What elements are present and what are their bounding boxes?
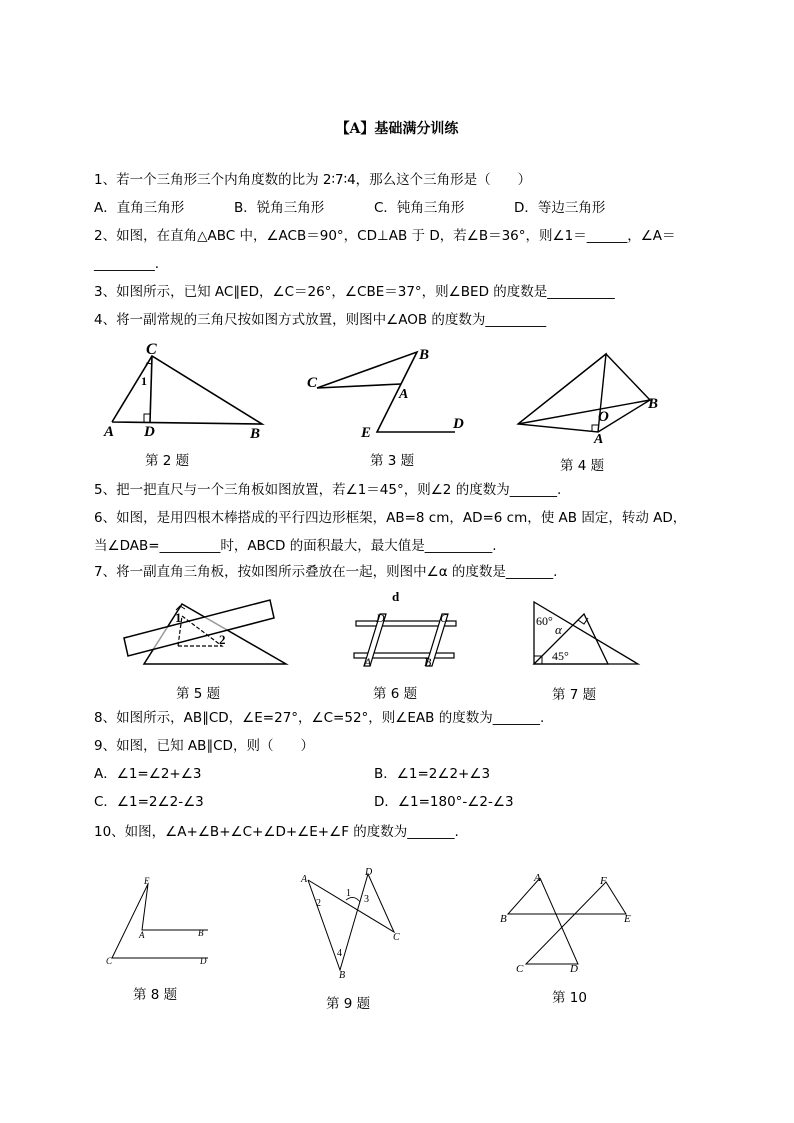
fig9-label-b: B [339, 970, 346, 981]
fig4-triangle-2 [518, 354, 606, 432]
fig4-label-b: B [648, 396, 659, 412]
figure-9 [296, 864, 411, 982]
figure-2 [100, 342, 280, 442]
question-7: 7、将一副直角三角板，按如图所示叠放在一起，则图中∠α 的度数是_______. [94, 564, 558, 580]
caption-figure-2: 第 2 题 [145, 453, 190, 469]
question-9-option-c: C．∠1=2∠2-∠3 [94, 794, 204, 810]
fig9-label-2: 2 [316, 898, 321, 909]
question-1-option-b: B．锐角三角形 [234, 200, 325, 216]
fig10-label-a: A [534, 872, 541, 884]
fig3-lines [317, 352, 455, 432]
question-1-stem: 1、若一个三角形三个内角度数的比为 2∶7∶4，那么这个三角形是（ ） [94, 172, 532, 188]
question-10: 10、如图，∠A+∠B+∠C+∠D+∠E+∠F 的度数为_______. [94, 824, 459, 840]
caption-figure-7: 第 7 题 [552, 687, 597, 703]
fig2-label-d: D [144, 424, 155, 440]
fig5-label-2: 2 [219, 632, 226, 647]
figure-6 [350, 590, 460, 675]
question-2-line-1: 2、如图，在直角△ABC 中，∠ACB＝90°，CD⊥AB 于 D，若∠B＝36°，则∠1＝______，∠A＝ [94, 228, 676, 244]
question-1-option-c: C．钝角三角形 [374, 200, 465, 216]
fig9-label-4: 4 [337, 948, 342, 959]
figure-4 [510, 342, 680, 447]
fig2-altitude [150, 356, 152, 422]
question-4: 4、将一副常规的三角尺按如图方式放置，则图中∠AOB 的度数为_________ [94, 312, 547, 328]
figure-8 [104, 872, 219, 967]
fig4-label-a: A [594, 432, 604, 447]
fig6-label-c: C [440, 611, 449, 625]
question-6-line-1: 6、如图，是用四根木棒搭成的平行四边形框架，AB=8 cm，AD=6 cm，使 AB 固定，转动 AD， [94, 510, 687, 526]
fig9-label-d: D [365, 867, 373, 878]
fig5-label-1: 1 [175, 610, 182, 625]
fig8-label-c: C [106, 956, 113, 966]
fig2-label-a: A [104, 424, 115, 440]
fig10-triangle-1 [508, 878, 626, 964]
fig6-label-d: D [376, 611, 385, 625]
fig7-outer-triangle [534, 602, 638, 664]
fig3-label-a: A [399, 387, 409, 402]
fig6-label-d-top: d [392, 589, 400, 604]
fig9-label-3: 3 [364, 894, 369, 905]
caption-figure-8: 第 8 题 [133, 987, 178, 1003]
figure-7 [530, 598, 645, 670]
question-1-option-d: D．等边三角形 [514, 200, 606, 216]
page-title: 【A】基础满分训练 [335, 121, 459, 137]
caption-figure-10: 第 10 [552, 990, 587, 1006]
caption-figure-6: 第 6 题 [373, 686, 418, 702]
fig2-right-angle-d [144, 414, 150, 422]
fig7-label-alpha: α [555, 622, 562, 637]
fig3-label-d: D [453, 416, 464, 432]
fig9-lines [308, 874, 394, 970]
figure-10 [496, 868, 646, 978]
fig9-label-c: C [393, 932, 400, 943]
fig10-label-c: C [516, 963, 524, 975]
question-8: 8、如图所示，AB∥CD，∠E=27°，∠C=52°，则∠EAB 的度数为_______. [94, 710, 545, 726]
question-1-option-a: A．直角三角形 [94, 200, 185, 216]
figure-3 [305, 342, 475, 442]
fig4-right-angle [592, 425, 598, 431]
caption-figure-5: 第 5 题 [176, 686, 221, 702]
caption-figure-9: 第 9 题 [326, 996, 371, 1012]
fig2-label-b: B [250, 426, 261, 442]
fig9-label-1: 1 [346, 888, 351, 899]
question-9-stem: 9、如图，已知 AB∥CD，则（ ） [94, 738, 314, 754]
fig8-label-d: D [200, 956, 207, 966]
question-6-line-2: 当∠DAB=_________时，ABCD 的面积最大，最大值是__________. [94, 538, 497, 554]
fig7-label-60: 60° [536, 614, 553, 628]
fig6-label-b: B [424, 655, 432, 669]
fig10-label-b: B [500, 913, 507, 925]
figure-5 [118, 594, 293, 674]
fig10-label-e: E [624, 913, 631, 925]
fig7-label-45: 45° [552, 649, 569, 663]
fig4-label-o: O [598, 409, 609, 425]
fig5-ruler [124, 600, 274, 656]
fig8-lines [112, 884, 208, 958]
fig3-label-e: E [361, 425, 372, 441]
fig8-label-e: E [144, 876, 150, 886]
caption-figure-4: 第 4 题 [560, 458, 605, 474]
caption-figure-3: 第 3 题 [370, 453, 415, 469]
fig2-triangle [112, 356, 262, 424]
fig3-ca [317, 384, 401, 388]
fig9-label-a: A [301, 874, 308, 885]
fig4-triangle-1 [518, 354, 650, 424]
fig2-label-c: C [146, 341, 157, 358]
question-9-option-b: B．∠1=2∠2+∠3 [374, 766, 491, 782]
fig6-label-a: A [364, 655, 372, 669]
fig10-label-d: D [570, 963, 578, 975]
question-5: 5、把一把直尺与一个三角板如图放置，若∠1＝45°，则∠2 的度数为_______. [94, 482, 562, 498]
question-9-option-a: A．∠1=∠2+∠3 [94, 766, 202, 782]
question-9-option-d: D．∠1=180°-∠2-∠3 [374, 794, 514, 810]
fig3-label-b: B [419, 347, 430, 363]
fig8-label-a: A [139, 930, 145, 940]
fig10-label-f: F [600, 875, 607, 887]
fig8-label-b: B [198, 928, 204, 938]
fig2-label-1: 1 [141, 374, 147, 388]
fig3-label-c: C [307, 375, 318, 391]
question-3: 3、如图所示，已知 AC∥ED，∠C＝26°，∠CBE＝37°，则∠BED 的度数是__________ [94, 284, 615, 300]
question-2-line-2: _________. [94, 256, 160, 272]
